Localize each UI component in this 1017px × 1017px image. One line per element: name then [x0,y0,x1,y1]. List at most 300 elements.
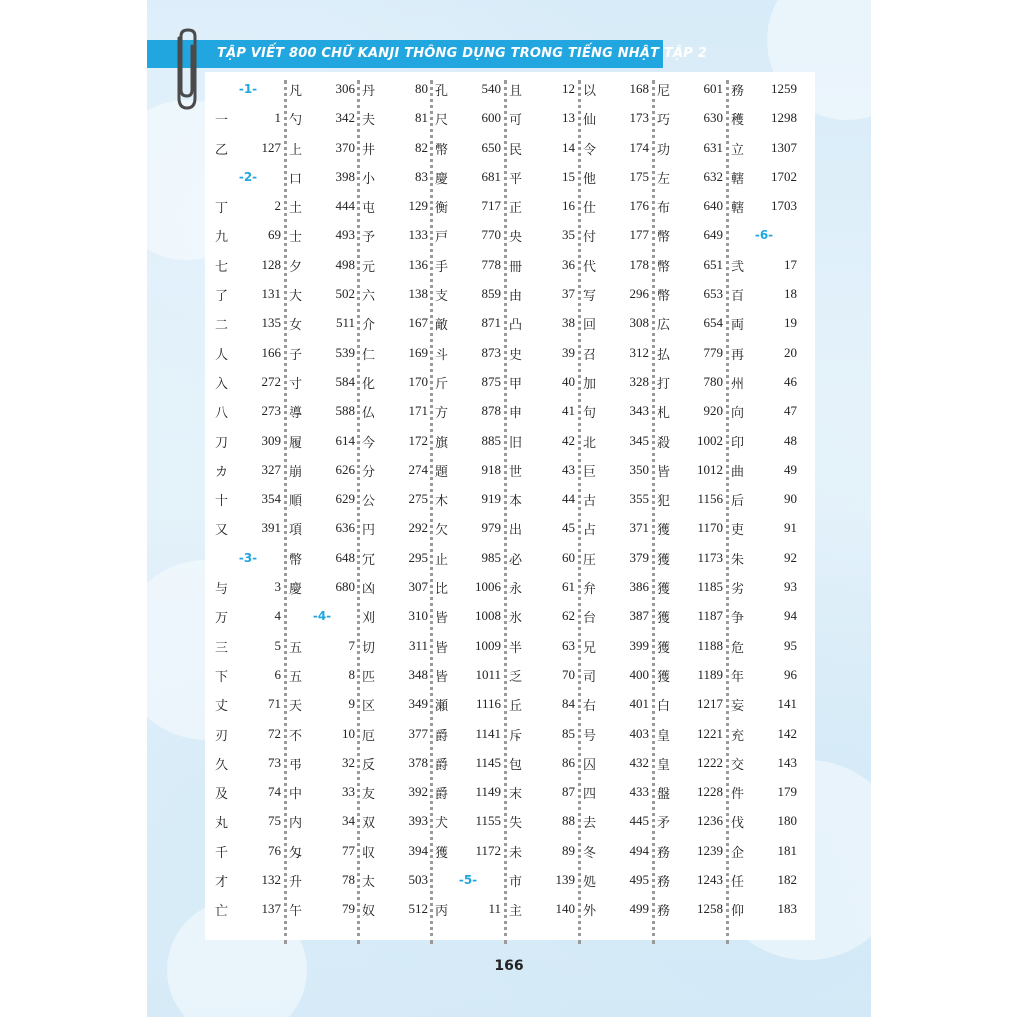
kanji-character: 四 [583,787,597,803]
kanji-character: 犬 [435,816,449,832]
kanji-character: 獲 [435,845,449,861]
kanji-character: 失 [509,816,523,832]
stroke-count-label: -2- [238,169,258,184]
kanji-entry [360,808,430,837]
kanji-character: 屯 [362,201,376,217]
kanji-character: 介 [362,318,376,334]
kanji-entry [360,193,430,222]
kanji-number: 71 [268,696,281,712]
kanji-entry [213,135,283,164]
kanji-character: 孔 [435,84,449,99]
kanji-character: 木 [435,494,449,510]
kanji-character: 仕 [583,201,597,217]
kanji-character: 盤 [657,787,671,803]
kanji-entry [729,545,799,574]
kanji-number: 87 [562,784,575,800]
kanji-entry [360,574,430,603]
kanji-entry [360,164,430,193]
kanji-entry [655,603,725,632]
kanji-entry [213,515,283,544]
kanji-entry [213,603,283,632]
kanji-character: 出 [509,523,523,539]
kanji-number: 600 [481,110,501,126]
kanji-character: 皆 [435,640,449,656]
kanji-number: 42 [562,432,575,448]
kanji-entry [581,135,651,164]
kanji-entry [433,76,503,105]
kanji-character: 丹 [362,84,376,99]
kanji-number: 1217 [697,696,723,712]
kanji-entry [213,808,283,837]
kanji-character: 夫 [362,113,376,129]
kanji-entry [433,721,503,750]
kanji-character: 打 [657,376,671,392]
kanji-number: 11 [488,901,501,917]
kanji-entry [507,867,577,896]
kanji-number: 584 [335,373,355,389]
kanji-number: 310 [408,608,428,624]
kanji-number: 499 [629,901,649,917]
kanji-character: 朱 [731,552,745,568]
kanji-character: 口 [289,171,303,187]
kanji-number: 355 [629,491,649,507]
kanji-entry [433,574,503,603]
kanji-entry [581,691,651,720]
kanji-number: 309 [261,432,281,448]
kanji-number: 4 [274,608,281,624]
kanji-character: 獲 [657,611,671,627]
kanji-number: 400 [629,666,649,682]
kanji-entry [507,808,577,837]
kanji-number: 142 [777,725,797,741]
kanji-entry [213,222,283,251]
kanji-entry [655,515,725,544]
kanji-number: 1258 [697,901,723,917]
kanji-number: 169 [408,344,428,360]
kanji-entry [655,545,725,574]
kanji-number: 178 [629,256,649,272]
kanji-number: 433 [629,784,649,800]
kanji-entry [655,721,725,750]
kanji-entry [433,662,503,691]
kanji-entry [360,838,430,867]
kanji-column [433,76,503,926]
kanji-character: 危 [731,640,745,656]
kanji-character: 務 [657,845,671,861]
kanji-entry [287,867,357,896]
kanji-entry [287,838,357,867]
kanji-number: 3 [274,579,281,595]
kanji-entry [433,515,503,544]
kanji-character: 本 [509,494,523,510]
kanji-number: 127 [261,139,281,155]
kanji-number: 75 [268,813,281,829]
kanji-character: 尼 [657,84,671,99]
kanji-character: 凡 [289,84,303,99]
kanji-number: 138 [408,286,428,302]
kanji-entry [360,633,430,662]
kanji-character: 民 [509,142,523,158]
kanji-number: 1116 [475,696,501,712]
kanji-number: 179 [777,784,797,800]
kanji-character: 土 [289,201,303,217]
kanji-number: 180 [777,813,797,829]
kanji-character: 北 [583,435,597,451]
kanji-number: 69 [268,227,281,243]
kanji-number: 133 [408,227,428,243]
kanji-number: 859 [481,286,501,302]
kanji-character: 両 [731,318,745,334]
kanji-number: 36 [562,256,575,272]
kanji-number: 85 [562,725,575,741]
kanji-number: 43 [562,461,575,477]
paperclip-icon [167,28,203,114]
kanji-number: 1 [274,110,281,126]
kanji-entry [213,750,283,779]
kanji-number: 379 [629,549,649,565]
kanji-number: 78 [342,872,355,888]
kanji-character: 布 [657,201,671,217]
kanji-number: 885 [481,432,501,448]
kanji-entry [581,486,651,515]
kanji-character: 二 [215,318,229,334]
kanji-number: 16 [562,198,575,214]
kanji-entry [360,691,430,720]
kanji-character: 号 [583,728,597,744]
kanji-entry [213,867,283,896]
kanji-character: 幣 [657,230,671,246]
kanji-entry [433,486,503,515]
kanji-entry [433,838,503,867]
kanji-character: 予 [362,230,376,246]
kanji-entry [507,310,577,339]
kanji-number: 143 [777,754,797,770]
kanji-entry [581,105,651,134]
kanji-number: 19 [784,315,797,331]
kanji-number: 588 [335,403,355,419]
kanji-character: 以 [583,84,597,99]
kanji-character: 衡 [435,201,449,217]
kanji-number: 631 [703,139,723,155]
kanji-entry [507,838,577,867]
kanji-number: 170 [408,373,428,389]
kanji-number: 371 [629,520,649,536]
kanji-number: 1703 [771,198,797,214]
kanji-entry [507,76,577,105]
kanji-number: 49 [784,461,797,477]
stroke-count-label: -4- [312,609,332,624]
kanji-character: 司 [583,669,597,685]
kanji-number: 342 [335,110,355,126]
kanji-entry [287,105,357,134]
kanji-entry [360,662,430,691]
kanji-character: カ [215,464,229,480]
kanji-entry [433,310,503,339]
kanji-number: 432 [629,754,649,770]
kanji-entry [655,486,725,515]
kanji-character: 大 [289,289,303,305]
kanji-column [581,76,651,926]
kanji-character: 切 [362,640,376,656]
kanji-character: 外 [583,904,597,920]
kanji-character: 五 [289,669,303,685]
kanji-character: 匹 [362,669,376,685]
kanji-character: 凶 [362,582,376,598]
kanji-character: 世 [509,464,523,480]
kanji-entry [287,310,357,339]
kanji-character: 支 [435,289,449,305]
kanji-entry [655,428,725,457]
kanji-entry [433,252,503,281]
kanji-number: 88 [562,813,575,829]
kanji-character: 丁 [215,201,229,217]
kanji-number: 512 [408,901,428,917]
kanji-character: 戸 [435,230,449,246]
kanji-entry [287,515,357,544]
kanji-number: 1012 [697,461,723,477]
kanji-character: 丘 [509,699,523,715]
kanji-number: 306 [335,81,355,96]
kanji-entry [507,222,577,251]
kanji-character: 崩 [289,464,303,480]
kanji-character: 不 [289,728,303,744]
kanji-entry [507,252,577,281]
kanji-entry [581,603,651,632]
kanji-character: 回 [583,318,597,334]
kanji-character: 斤 [435,376,449,392]
kanji-entry [287,574,357,603]
kanji-character: 下 [215,669,229,685]
kanji-number: 14 [562,139,575,155]
page-title: TẬP VIẾT 800 CHỮ KANJI THÔNG DỤNG TRONG TIẾNG NHẬT TẬP 2 [217,46,707,61]
kanji-character: 千 [215,845,229,861]
kanji-entry [433,369,503,398]
kanji-character: 召 [583,347,597,363]
kanji-character: 反 [362,757,376,773]
kanji-entry [360,457,430,486]
kanji-number: 181 [777,842,797,858]
kanji-entry [655,662,725,691]
kanji-entry [213,310,283,339]
kanji-character: 十 [215,494,229,510]
kanji-column [360,76,430,926]
kanji-entry [581,633,651,662]
kanji-character: 交 [731,757,745,773]
kanji-character: 丸 [215,816,229,832]
kanji-entry [360,750,430,779]
kanji-entry [213,691,283,720]
kanji-number: 511 [335,315,355,331]
kanji-entry [507,193,577,222]
kanji-number: 13 [562,110,575,126]
kanji-entry [507,633,577,662]
kanji-entry [507,662,577,691]
kanji-number: 86 [562,754,575,770]
kanji-entry [581,779,651,808]
kanji-character: 題 [435,464,449,480]
kanji-number: 296 [629,286,649,302]
kanji-number: 403 [629,725,649,741]
kanji-character: 去 [583,816,597,832]
kanji-character: 手 [435,259,449,275]
kanji-number: 93 [784,579,797,595]
kanji-number: 94 [784,608,797,624]
kanji-number: 1145 [475,754,501,770]
kanji-column [655,76,725,926]
kanji-character: 午 [289,904,303,920]
kanji-character: 内 [289,816,303,832]
kanji-number: 979 [481,520,501,536]
kanji-entry [213,281,283,310]
kanji-number: 20 [784,344,797,360]
kanji-character: 皆 [435,611,449,627]
kanji-character: 円 [362,523,376,539]
kanji-character: 女 [289,318,303,334]
kanji-entry [433,808,503,837]
kanji-entry [287,662,357,691]
kanji-column [729,76,799,926]
kanji-entry [655,838,725,867]
kanji-number: 46 [784,373,797,389]
kanji-number: 1172 [475,842,501,858]
kanji-character: 獲 [657,523,671,539]
stroke-count-label: -6- [754,228,774,243]
kanji-number: 630 [703,110,723,126]
kanji-entry [287,633,357,662]
kanji-entry [729,281,799,310]
kanji-character: 獲 [657,552,671,568]
kanji-entry [581,545,651,574]
kanji-number: 295 [408,549,428,565]
kanji-entry [287,76,357,105]
kanji-entry [360,340,430,369]
kanji-character: 仁 [362,347,376,363]
kanji-character: 斗 [435,347,449,363]
kanji-entry [287,369,357,398]
kanji-number: 650 [481,139,501,155]
kanji-character: 未 [509,845,523,861]
kanji-entry [729,808,799,837]
kanji-character: 半 [509,640,523,656]
kanji-entry [287,281,357,310]
kanji-character: 弔 [289,757,303,773]
kanji-entry [507,486,577,515]
kanji-character: 一 [215,113,229,129]
kanji-number: 1156 [697,491,723,507]
kanji-number: 354 [261,491,281,507]
kanji-number: 780 [703,373,723,389]
kanji-character: 爵 [435,728,449,744]
kanji-entry [213,486,283,515]
kanji-character: 刃 [215,728,229,744]
kanji-character: 寸 [289,376,303,392]
kanji-number: 1011 [475,666,501,682]
kanji-number: 1006 [475,579,501,595]
kanji-number: 1188 [697,637,723,653]
kanji-entry [655,574,725,603]
kanji-number: 131 [261,286,281,302]
stroke-count-header [287,603,357,632]
kanji-number: 34 [342,813,355,829]
kanji-number: 1222 [697,754,723,770]
kanji-character: 乏 [509,669,523,685]
kanji-character: 主 [509,904,523,920]
kanji-entry [433,457,503,486]
kanji-entry [581,750,651,779]
kanji-character: 今 [362,435,376,451]
kanji-entry [655,369,725,398]
kanji-entry [655,808,725,837]
kanji-character: 皇 [657,728,671,744]
kanji-number: 132 [261,872,281,888]
kanji-entry [360,76,430,105]
kanji-character: 句 [583,406,597,422]
kanji-character: 百 [731,289,745,305]
kanji-character: 九 [215,230,229,246]
kanji-number: 173 [629,110,649,126]
kanji-entry [655,105,725,134]
kanji-entry [507,281,577,310]
kanji-entry [655,457,725,486]
kanji-number: 136 [408,256,428,272]
kanji-entry [729,779,799,808]
kanji-character: 再 [731,347,745,363]
kanji-character: 旧 [509,435,523,451]
kanji-character: 加 [583,376,597,392]
kanji-number: 651 [703,256,723,272]
kanji-entry [581,808,651,837]
kanji-entry [729,135,799,164]
kanji-entry [729,76,799,105]
kanji-number: 495 [629,872,649,888]
kanji-entry [360,545,430,574]
kanji-character: 丙 [435,904,449,920]
kanji-entry [729,633,799,662]
kanji-entry [287,398,357,427]
kanji-character: 入 [215,376,229,392]
kanji-character: 正 [509,201,523,217]
kanji-number: 38 [562,315,575,331]
kanji-number: 166 [261,344,281,360]
stroke-count-header [213,164,283,193]
kanji-character: 妄 [731,699,745,715]
kanji-column [213,76,283,926]
kanji-character: 件 [731,787,745,803]
kanji-entry [655,310,725,339]
stroke-count-header [729,222,799,251]
kanji-character: 六 [362,289,376,305]
kanji-number: 307 [408,579,428,595]
kanji-character: 井 [362,142,376,158]
kanji-character: 了 [215,289,229,305]
kanji-entry [433,281,503,310]
kanji-character: 瀬 [435,699,449,715]
kanji-entry [581,574,651,603]
kanji-number: 174 [629,139,649,155]
kanji-entry [655,691,725,720]
kanji-number: 386 [629,579,649,595]
kanji-character: 可 [509,113,523,129]
kanji-number: 370 [335,139,355,155]
kanji-entry [581,164,651,193]
kanji-entry [581,398,651,427]
kanji-number: 7 [348,637,355,653]
kanji-character: 区 [362,699,376,715]
kanji-character: 乙 [215,142,229,158]
kanji-entry [581,662,651,691]
kanji-character: 処 [583,875,597,891]
kanji-character: 務 [731,84,745,99]
